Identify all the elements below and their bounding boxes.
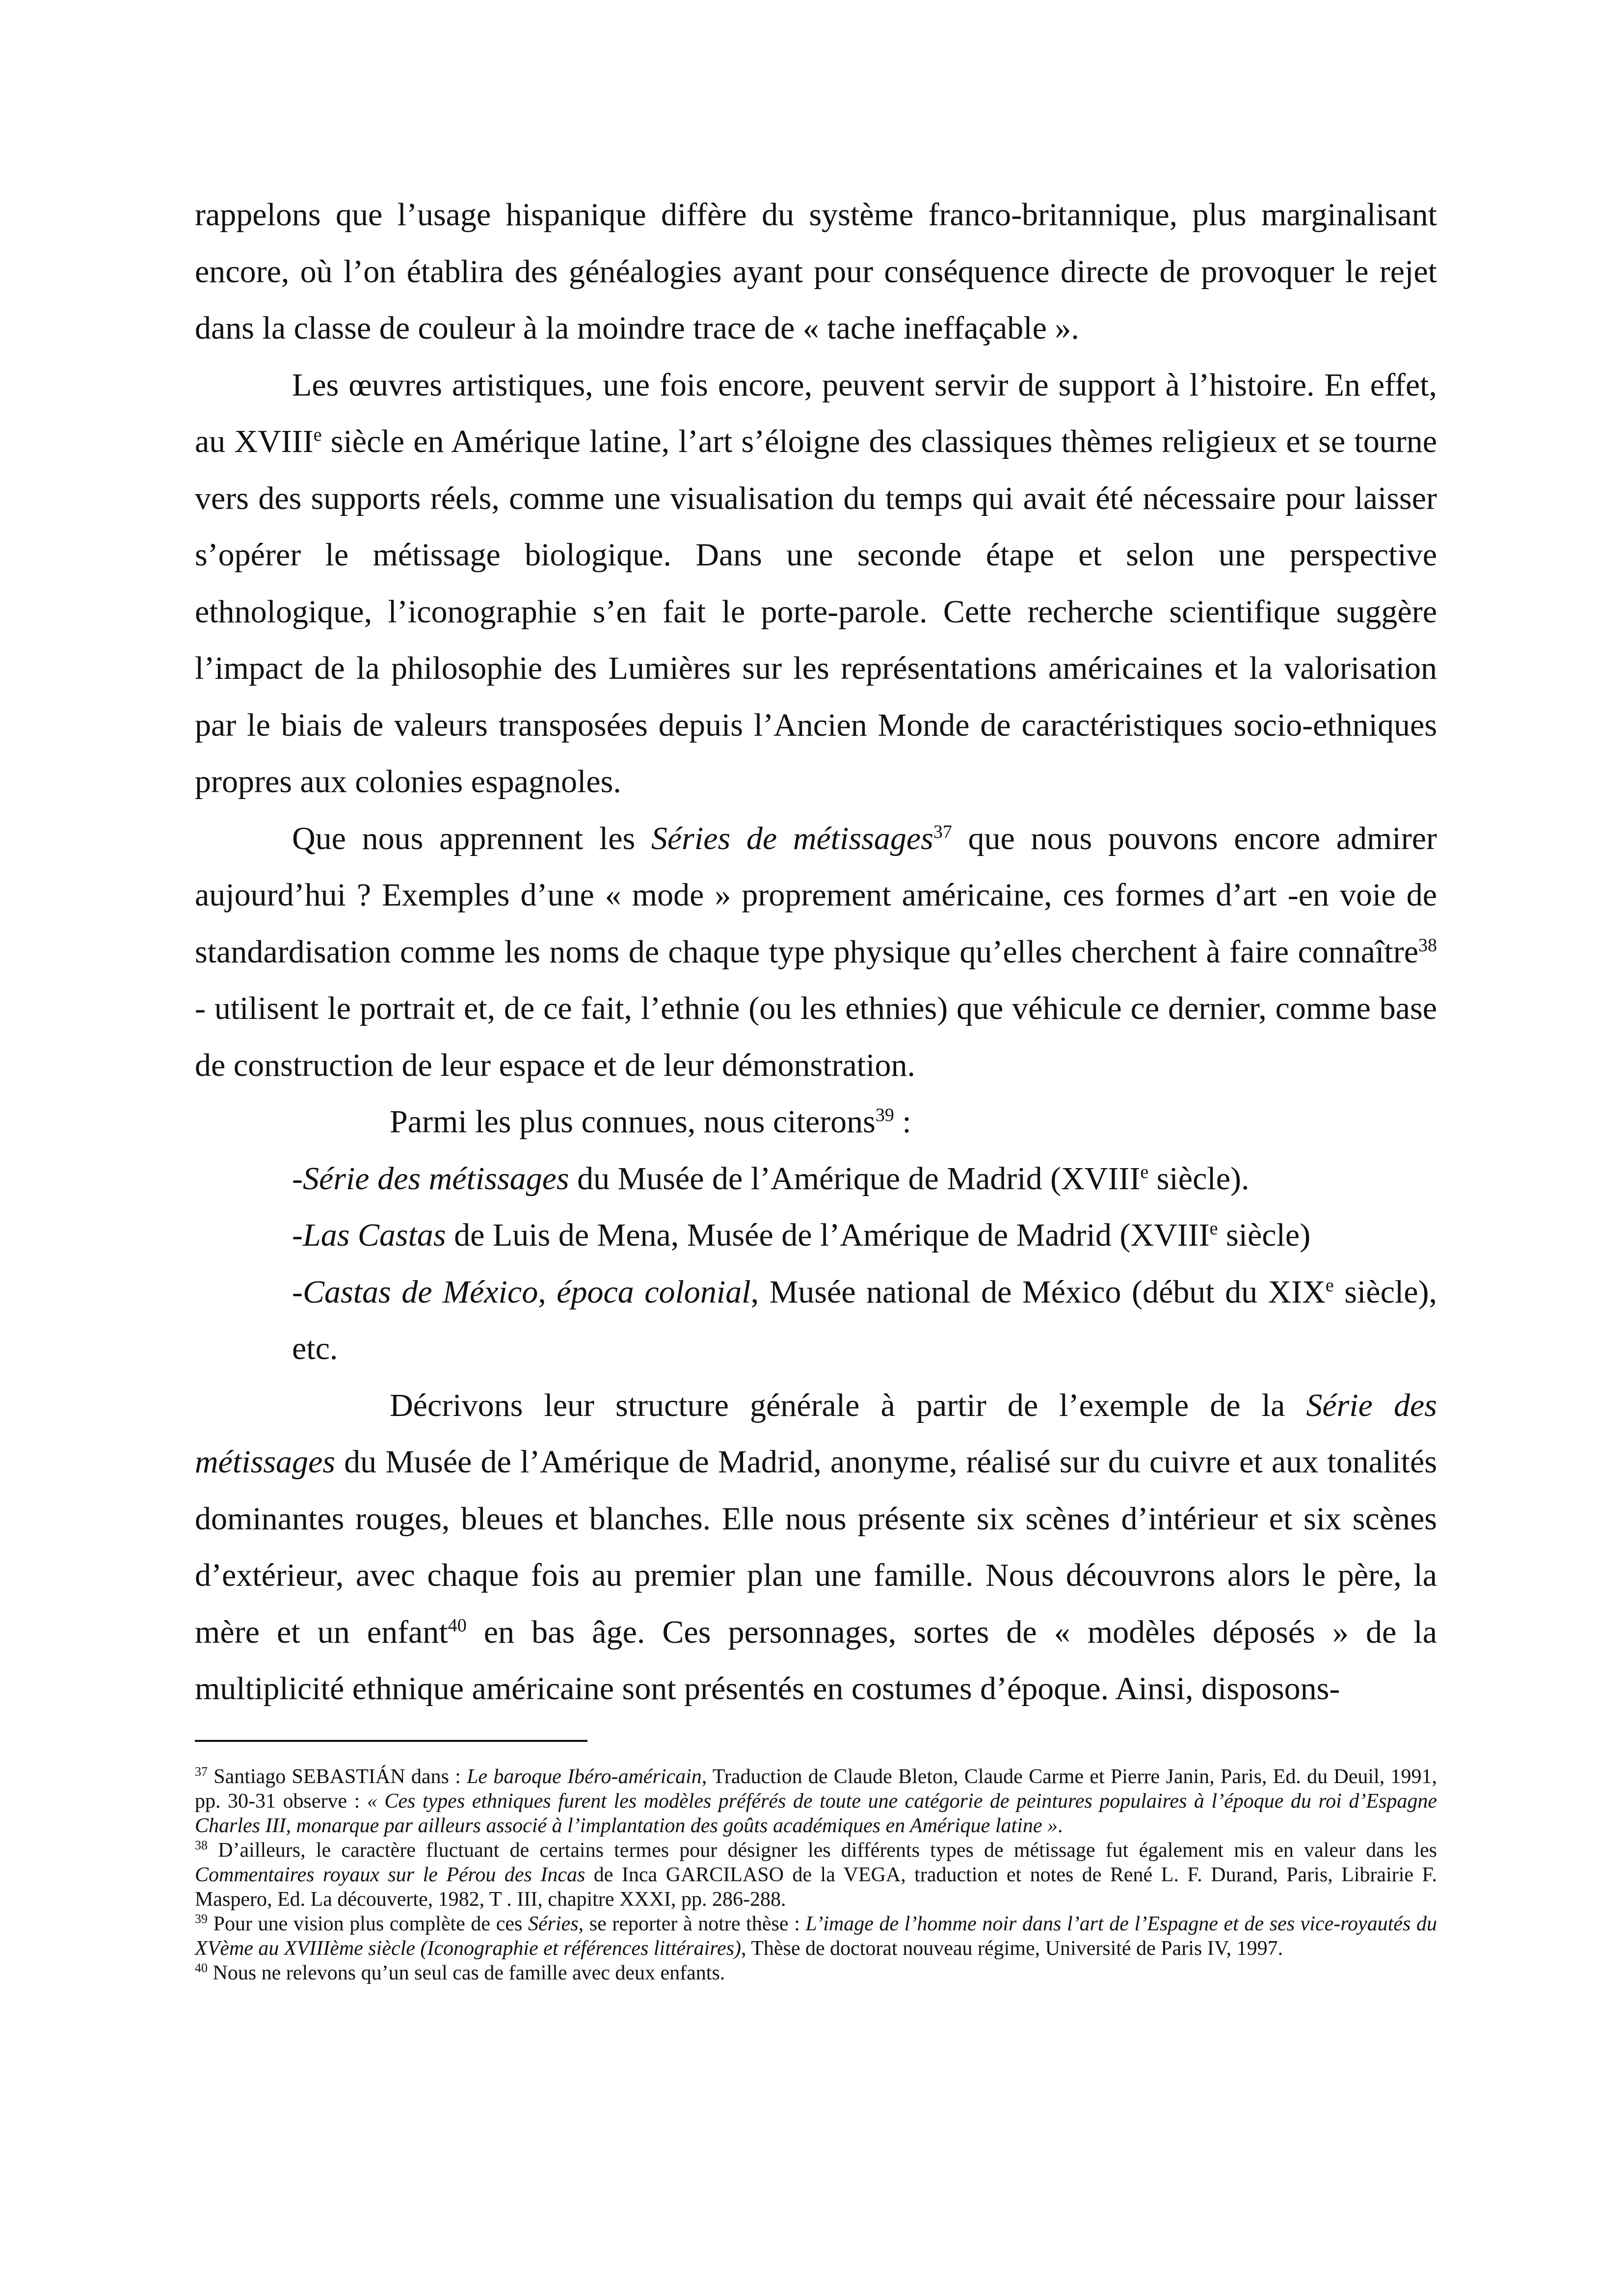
list-item: -Castas de México, época colonial, Musée national de México (début du XIXe siècle), etc. bbox=[292, 1274, 1437, 1366]
paragraph-2: Les œuvres artistiques, une fois encore, peuvent servir de support à l’histoire. En effet, au XVIIIe siècle en Amérique latine, l’art s’éloigne des classiques thèmes religieux et se tourne vers des supports réels, comme une visualisation du temps qui avait été nécessaire pour laisser s’opérer le métissage biologique. Dans une seconde étape et selon une perspective ethnologique, l’iconographie s’en fait le porte-parole. Cette recherche scientifique suggère l’impact de la philosophie des Lumières sur les représentations américaines et la valorisation par le biais de valeurs transposées depuis l’Ancien Monde de caractéristiques socio-ethniques propres aux colonies espagnoles. bbox=[195, 367, 1437, 800]
footnote-39: $^{39}$ Pour une vision plus complète de ces Séries, se reporter à notre thèse : L’image de l’homme noir dans l’art de l’Espagne et de ses vice-royautés du XVème au XVIIIème siècle (Iconographie et références littéraires), Thèse de doctorat nouveau régime, Université de Paris IV, 1997. bbox=[195, 1912, 1437, 1960]
footnotes bbox=[195, 1764, 1437, 1985]
footnote-ref-39[interactable]: 39 bbox=[875, 1105, 894, 1125]
footnote-ref-40[interactable]: 40 bbox=[448, 1615, 467, 1636]
footnote-ref-38[interactable]: 38 bbox=[1418, 934, 1437, 956]
body-text bbox=[195, 187, 1437, 1717]
artwork-list bbox=[195, 1150, 1437, 1377]
paragraph-3: Que nous apprennent les Séries de métissages$^{37}$ que nous pouvons encore admirer aujourd’hui ? Exemples d’une « mode » proprement américaine, ces formes d’art -en voie de standardisation comme les noms de chaque type physique qu’elles cherchent à faire connaître$^{38}$ - utilisent le portrait et, de ce fait, l’ethnie (ou les ethnies) que véhicule ce dernier, comme base de construction de leur espace et de leur démonstration. bbox=[195, 820, 1437, 1083]
paragraph-5: Décrivons leur structure générale à partir de l’exemple de la Série des métissages du Musée de l’Amérique de Madrid, anonyme, réalisé sur du cuivre et aux tonalités dominantes rouges, bleues et blanches. Elle nous présente six scènes d’intérieur et six scènes d’extérieur, avec chaque fois au premier plan une famille. Nous découvrons alors le père, la mère et un enfant$^{40}$ en bas âge. Ces personnages, sortes de « modèles déposés » de la multiplicité ethnique américaine sont présentés en costumes d’époque. Ainsi, disposons- bbox=[195, 1387, 1437, 1707]
footnote-37: $^{37}$ Santiago SEBASTIÁN dans : Le baroque Ibéro-américain, Traduction de Claude Bleton, Claude Carme et Pierre Janin, Paris, Ed. du Deuil, 1991, pp. 30-31 observe : « Ces types ethniques furent les modèles préférés de toute une catégorie de peintures populaires à l’époque du roi d’Espagne Charles III, monarque par ailleurs associé à l’implantation des goûts académiques en Amérique latine ». bbox=[195, 1764, 1437, 1837]
footnote-separator bbox=[195, 1740, 587, 1742]
paragraph-1: rappelons que l’usage hispanique diffère du système franco-britannique, plus marginalisant encore, où l’on établira des généalogies ayant pour conséquence directe de provoquer le rejet dans la classe de couleur à la moindre trace de « tache ineffaçable ». bbox=[195, 197, 1437, 346]
footnote-38: $^{38}$ D’ailleurs, le caractère fluctuant de certains termes pour désigner les différents types de métissage fut également mis en valeur dans les Commentaires royaux sur le Pérou des Incas de Inca GARCILASO de la VEGA, traduction et notes de René L. F. Durand, Paris, Librairie F. Maspero, Ed. La découverte, 1982, T . III, chapitre XXXI, pp. 286-288. bbox=[195, 1838, 1437, 1911]
footnote-ref-37[interactable]: 37 bbox=[933, 821, 952, 842]
paragraph-4: Parmi les plus connues, nous citerons$^{39}$ : bbox=[390, 1104, 911, 1140]
superscript: e bbox=[313, 425, 322, 445]
list-item: -Série des métissages du Musée de l’Amérique de Madrid (XVIIIe siècle). bbox=[292, 1160, 1250, 1197]
list-item: -Las Castas de Luis de Mena, Musée de l’Amérique de Madrid (XVIIIe siècle) bbox=[292, 1217, 1311, 1253]
footnote-40: $^{40}$ Nous ne relevons qu’un seul cas de famille avec deux enfants. bbox=[195, 1961, 725, 1984]
